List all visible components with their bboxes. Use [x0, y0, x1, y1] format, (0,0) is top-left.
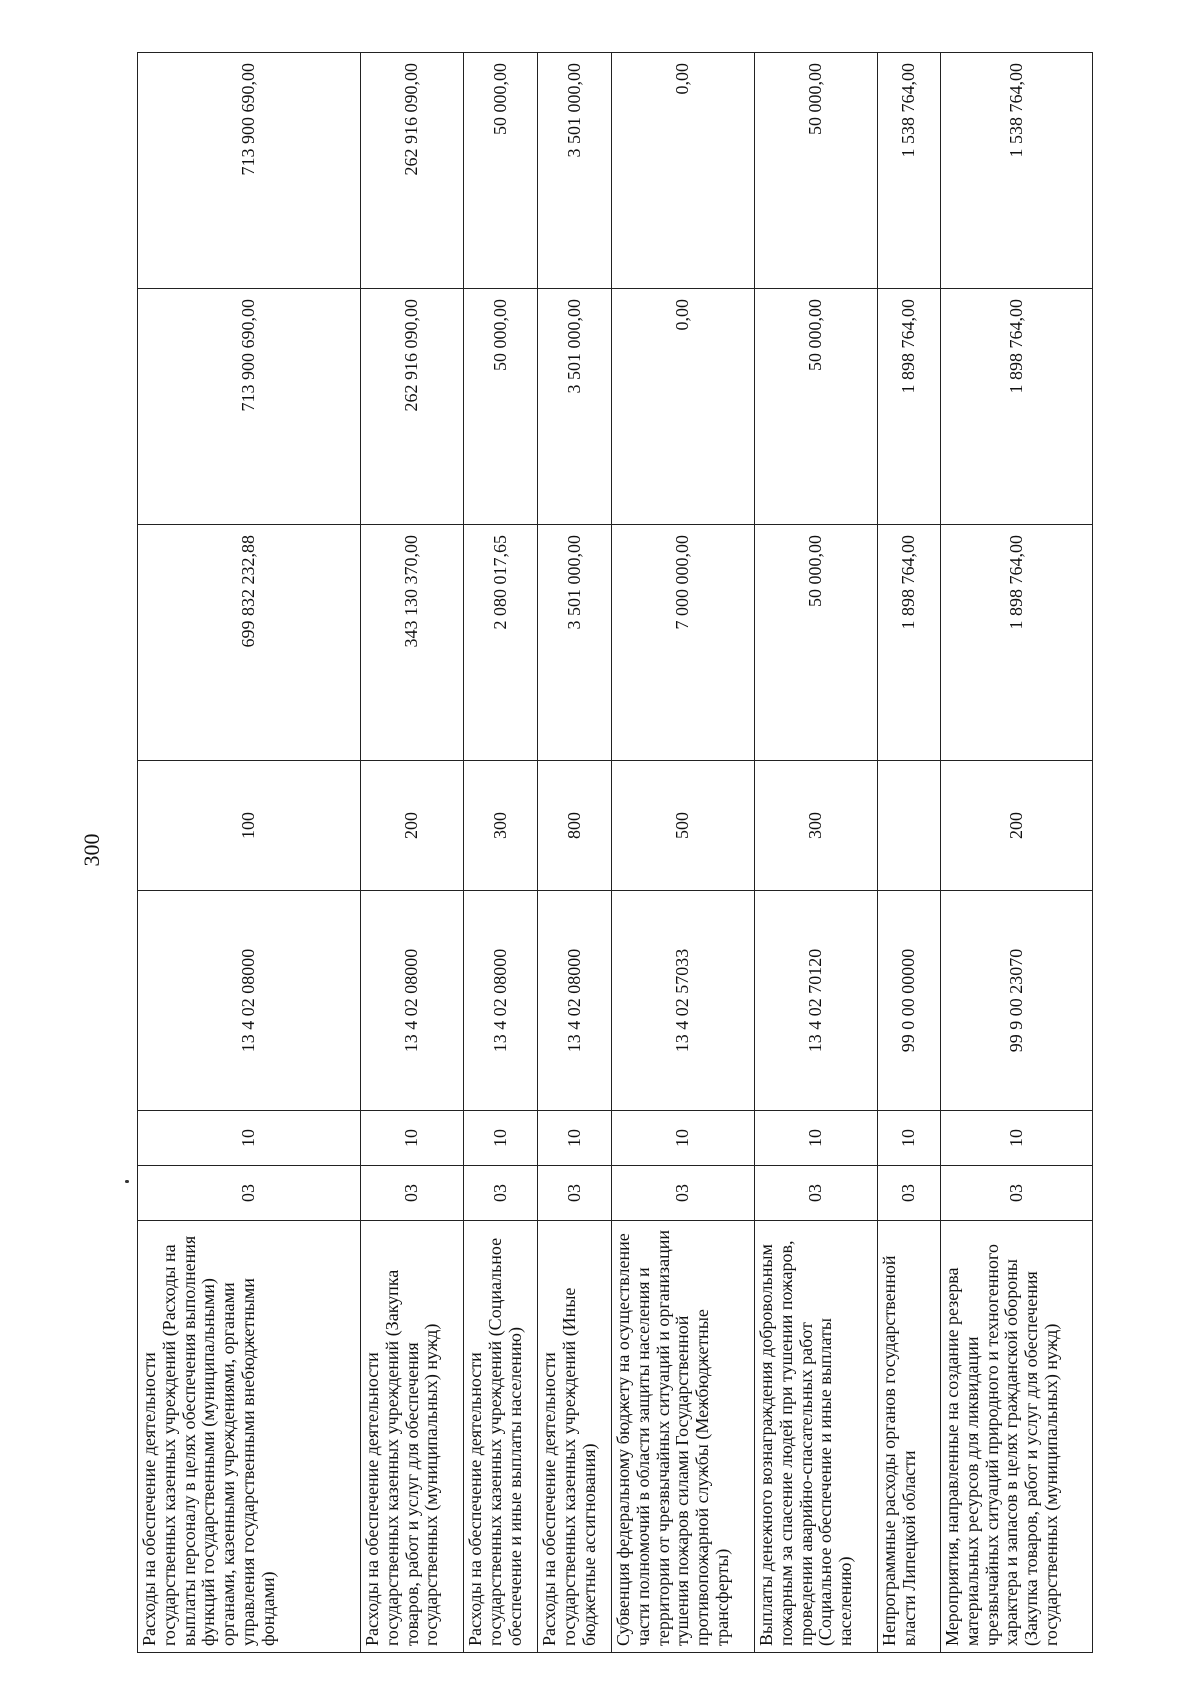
sum2-cell: 1 898 764,00 — [941, 289, 1093, 525]
sum3-cell: 1 538 764,00 — [941, 53, 1093, 289]
csr-cell: 13 4 02 08000 — [538, 891, 612, 1111]
sum3-cell: 50 000,00 — [755, 53, 878, 289]
budget-table-container — [137, 53, 1092, 1653]
csr-cell: 13 4 02 70120 — [755, 891, 878, 1111]
table-row — [361, 53, 464, 1653]
sum3-cell: 0,00 — [612, 53, 755, 289]
table-row — [755, 53, 878, 1653]
sum2-cell: 0,00 — [612, 289, 755, 525]
vr-cell: 800 — [538, 761, 612, 891]
sum3-cell: 3 501 000,00 — [538, 53, 612, 289]
csr-cell: 99 9 00 23070 — [941, 891, 1093, 1111]
row-name: Расходы на обеспечение деятельности государственных казенных учреждений (Иные бюджетные ассигнования) — [538, 1221, 612, 1653]
row-name: Расходы на обеспечение деятельности государственных казенных учреждений (Социальное обеспечение и иные выплаты населению) — [464, 1221, 538, 1653]
vr-cell: 300 — [755, 761, 878, 891]
sum1-cell: 2 080 017,65 — [464, 525, 538, 761]
podrazdel-cell: 10 — [941, 1111, 1093, 1166]
podrazdel-cell: 10 — [755, 1111, 878, 1166]
csr-cell: 13 4 02 57033 — [612, 891, 755, 1111]
razdel-cell: 03 — [538, 1166, 612, 1221]
row-name: Субвенция федеральному бюджету на осуществление части полномочий в области защиты населения и территории от чрезвычайных ситуаций и организации тушения пожаров силами Государственной противопожарной службы (Межбюджетные трансферты) — [612, 1221, 755, 1653]
sum3-cell: 50 000,00 — [464, 53, 538, 289]
razdel-cell: 03 — [612, 1166, 755, 1221]
vr-cell: 500 — [612, 761, 755, 891]
table-row — [138, 53, 361, 1653]
sum3-cell: 1 538 764,00 — [878, 53, 941, 289]
sum2-cell: 3 501 000,00 — [538, 289, 612, 525]
vr-cell — [878, 761, 941, 891]
row-name: Расходы на обеспечение деятельности государственных казенных учреждений (Расходы на выплаты персоналу в целях обеспечения выполнения функций государственными (муниципальными) органами, казенными учреждениями, органами управления государственными внебюджетными фондами) — [138, 1221, 361, 1653]
podrazdel-cell: 10 — [361, 1111, 464, 1166]
razdel-cell: 03 — [138, 1166, 361, 1221]
sum2-cell: 1 898 764,00 — [878, 289, 941, 525]
table-row — [538, 53, 612, 1653]
row-name: Мероприятия, направленные на создание резерва материальных ресурсов для ликвидации чрезвычайных ситуаций природного и техногенного характера и запасов в целях гражданской обороны (Закупка товаров, работ и услуг для обеспечения государственных (муниципальных) нужд) — [941, 1221, 1093, 1653]
sum1-cell: 343 130 370,00 — [361, 525, 464, 761]
csr-cell: 99 0 00 00000 — [878, 891, 941, 1111]
budget-table — [137, 52, 1093, 1653]
razdel-cell: 03 — [361, 1166, 464, 1221]
razdel-cell: 03 — [941, 1166, 1093, 1221]
scan-speck — [125, 1180, 129, 1183]
table-row — [941, 53, 1093, 1653]
vr-cell: 200 — [941, 761, 1093, 891]
podrazdel-cell: 10 — [612, 1111, 755, 1166]
sum2-cell: 50 000,00 — [464, 289, 538, 525]
sum3-cell: 713 900 690,00 — [138, 53, 361, 289]
vr-cell: 200 — [361, 761, 464, 891]
budget-table-body — [138, 53, 1093, 1653]
table-row — [612, 53, 755, 1653]
vr-cell: 300 — [464, 761, 538, 891]
sum1-cell: 7 000 000,00 — [612, 525, 755, 761]
vr-cell: 100 — [138, 761, 361, 891]
podrazdel-cell: 10 — [538, 1111, 612, 1166]
csr-cell: 13 4 02 08000 — [138, 891, 361, 1111]
row-name: Выплаты денежного вознаграждения добровольным пожарным за спасение людей при тушении пожаров, проведении аварийно-спасательных работ (Социальное обеспечение и иные выплаты населению) — [755, 1221, 878, 1653]
sum2-cell: 713 900 690,00 — [138, 289, 361, 525]
sum2-cell: 262 916 090,00 — [361, 289, 464, 525]
sum1-cell: 50 000,00 — [755, 525, 878, 761]
table-row — [464, 53, 538, 1653]
csr-cell: 13 4 02 08000 — [464, 891, 538, 1111]
sum2-cell: 50 000,00 — [755, 289, 878, 525]
sum3-cell: 262 916 090,00 — [361, 53, 464, 289]
sum1-cell: 1 898 764,00 — [878, 525, 941, 761]
sum1-cell: 3 501 000,00 — [538, 525, 612, 761]
razdel-cell: 03 — [755, 1166, 878, 1221]
csr-cell: 13 4 02 08000 — [361, 891, 464, 1111]
row-name: Расходы на обеспечение деятельности государственных казенных учреждений (Закупка товаров, работ и услуг для обеспечения государственных (муниципальных) нужд) — [361, 1221, 464, 1653]
page-number: 300 — [79, 833, 104, 867]
sum1-cell: 699 832 232,88 — [138, 525, 361, 761]
podrazdel-cell: 10 — [878, 1111, 941, 1166]
row-name: Непрограммные расходы органов государственной власти Липецкой области — [878, 1221, 941, 1653]
razdel-cell: 03 — [878, 1166, 941, 1221]
podrazdel-cell: 10 — [138, 1111, 361, 1166]
table-row — [878, 53, 941, 1653]
sum1-cell: 1 898 764,00 — [941, 525, 1093, 761]
razdel-cell: 03 — [464, 1166, 538, 1221]
podrazdel-cell: 10 — [464, 1111, 538, 1166]
